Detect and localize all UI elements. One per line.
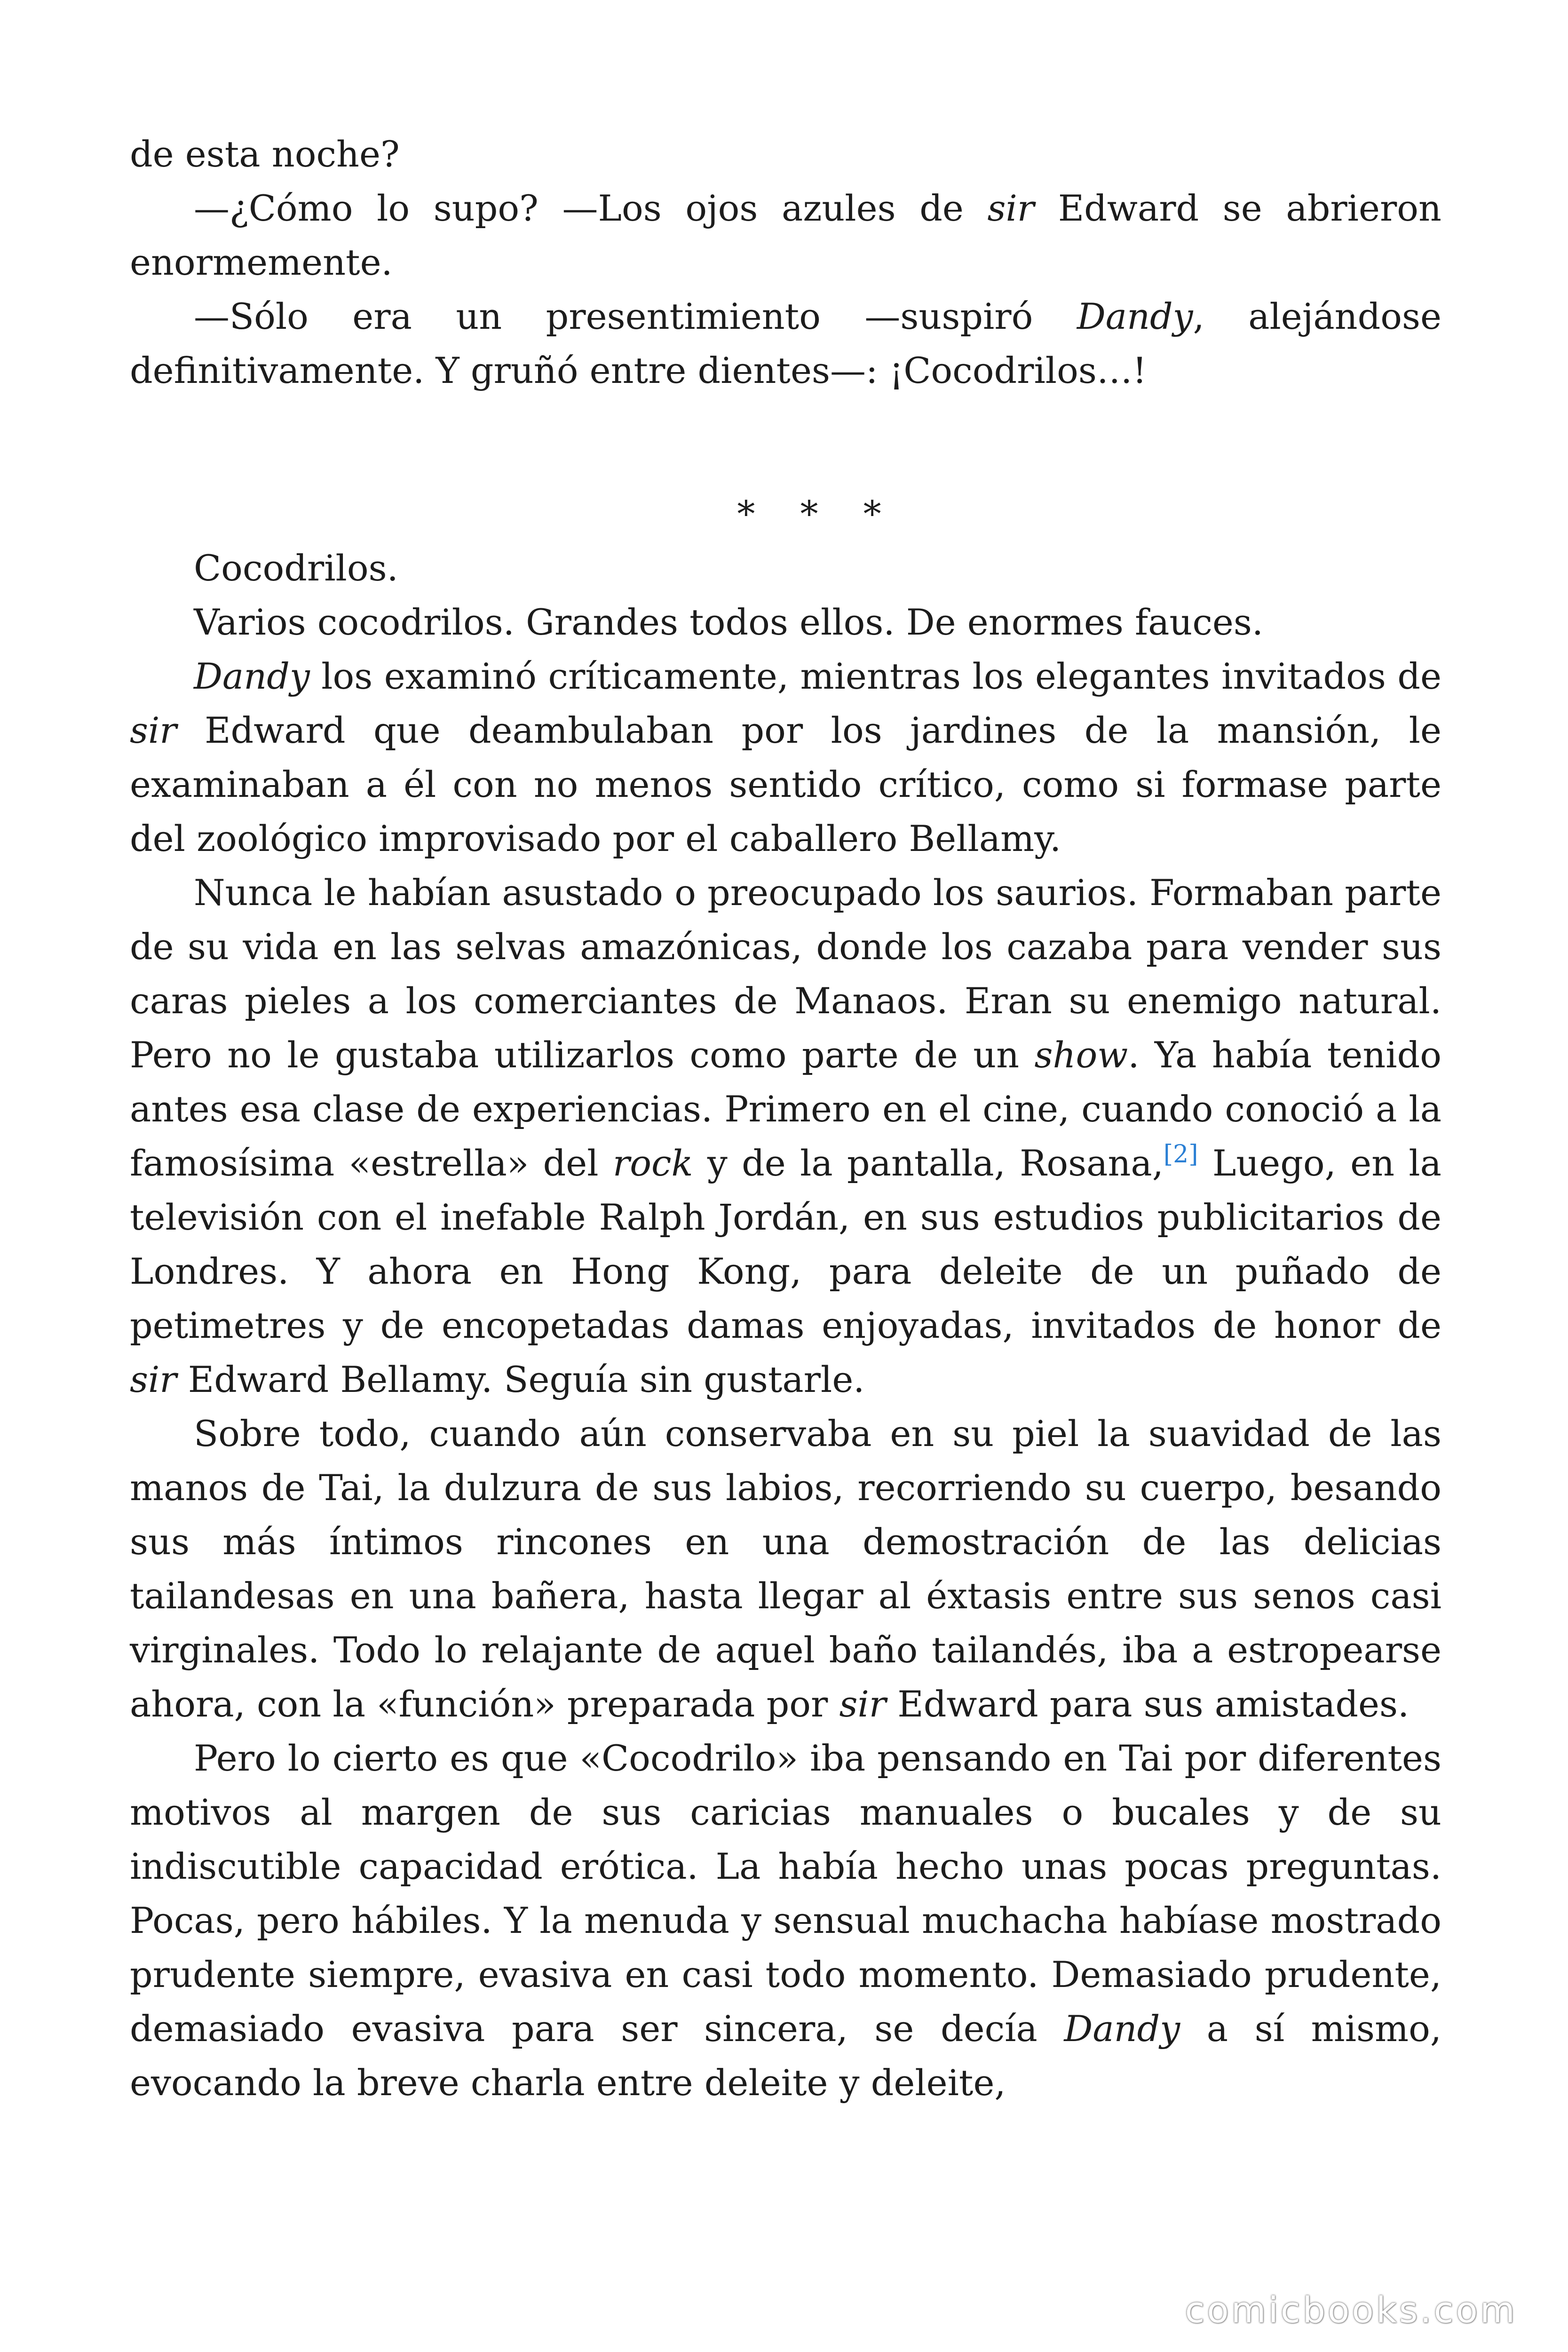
text-run: Luego, en la televisión con el inefable Ralph Jordán, en sus estudios publicitarios de Londres. Y ahora en Hong Kong, para deleite de un puñado de petimetres y de encopetadas damas enjoyadas, invitados de honor de	[130, 1142, 1441, 1346]
text-run: —¿Cómo lo supo? —Los ojos azules de	[194, 187, 988, 229]
text-run: Edward se abrieron enormemente.	[130, 187, 1441, 283]
book-page-text	[130, 127, 1441, 2110]
text-run: de esta noche?	[130, 133, 400, 175]
paragraph	[130, 866, 1441, 1406]
text-run: Edward Bellamy. Seguía sin gustarle.	[176, 1359, 865, 1400]
text-run: , alejándose definitivamente. Y gruñó entre dientes—: ¡Cocodrilos…!	[130, 295, 1441, 391]
italic-text: rock	[612, 1142, 693, 1184]
text-run: —Sólo era un presentimiento —suspiró	[194, 295, 1077, 337]
italic-text: sir	[987, 187, 1035, 229]
italic-text: show	[1034, 1034, 1128, 1076]
paragraph	[130, 181, 1441, 289]
text-run: Nunca le habían asustado o preocupado los saurios. Formaban parte de su vida en las selvas amazónicas, donde los cazaba para vender sus caras pieles a los comerciantes de Manaos. Eran su enemigo natural. Pero no le gustaba utilizarlos como parte de un	[130, 872, 1441, 1076]
paragraph	[130, 127, 1441, 181]
section-before-break	[130, 127, 1441, 397]
italic-text: sir	[130, 1359, 177, 1400]
italic-text: sir	[839, 1683, 887, 1725]
text-run: Pero lo cierto es que «Cocodrilo» iba pensando en Tai por diferentes motivos al margen de sus caricias manuales o bucales y de su indiscutible capacidad erótica. La había hecho unas pocas preguntas. Pocas, pero hábiles. Y la menuda y sensual muchacha habíase mostrado prudente siempre, evasiva en casi todo momento. Demasiado prudente, demasiado evasiva para ser sincera, se decía	[130, 1737, 1441, 2050]
watermark-logo: comicbooks.com	[1185, 2289, 1517, 2331]
italic-text: Dandy	[1077, 295, 1193, 337]
text-run: Edward que deambulaban por los jardines de la mansión, le examinaban a él con no menos sentido crítico, como si formase parte del zoológico improvisado por el caballero Bellamy.	[130, 709, 1441, 859]
paragraph	[130, 289, 1441, 397]
text-run: los examinó críticamente, mientras los elegantes invitados de	[309, 655, 1441, 697]
italic-text: Dandy	[1064, 2008, 1180, 2050]
paragraph	[130, 541, 1441, 595]
text-run: Sobre todo, cuando aún conservaba en su piel la suavidad de las manos de Tai, la dulzura de sus labios, recorriendo su cuerpo, besando sus más íntimos rincones en una demostración de las delicias tailandesas en una bañera, hasta llegar al éxtasis entre sus senos casi virginales. Todo lo relajante de aquel baño tailandés, iba a estropearse ahora, con la «función» preparada por	[130, 1413, 1441, 1725]
text-run: a sí mismo, evocando la breve charla entre deleite y deleite,	[130, 2008, 1441, 2104]
section-after-break	[130, 541, 1441, 2110]
italic-text: sir	[130, 709, 177, 751]
italic-text: Dandy	[194, 655, 310, 697]
paragraph	[130, 1731, 1441, 2110]
text-run: Varios cocodrilos. Grandes todos ellos. De enormes fauces.	[194, 601, 1264, 643]
paragraph	[130, 649, 1441, 866]
text-run: Edward para sus amistades.	[886, 1683, 1410, 1725]
scene-break-separator: * * *	[737, 493, 898, 535]
paragraph	[130, 595, 1441, 649]
text-run: . Ya había tenido antes esa clase de experiencias. Primero en el cine, cuando conoció a la famosísima «estrella» del	[130, 1034, 1442, 1184]
text-run: Cocodrilos.	[194, 547, 398, 589]
footnote-link[interactable]: [2]	[1163, 1140, 1198, 1168]
paragraph	[130, 1406, 1441, 1731]
text-run: y de la pantalla, Rosana,	[693, 1142, 1164, 1184]
